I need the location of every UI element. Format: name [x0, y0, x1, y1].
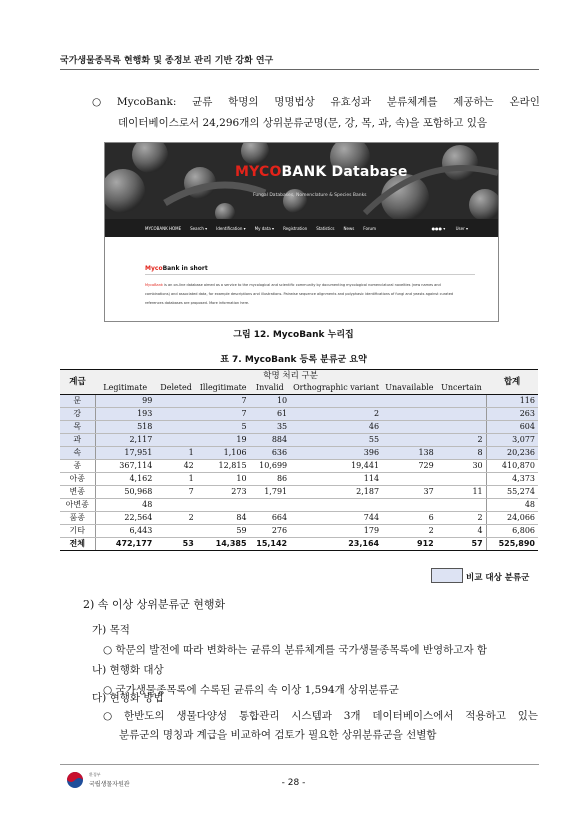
intro-line-1 [92, 92, 540, 113]
value-cell [155, 421, 196, 434]
table-row [60, 525, 538, 538]
subsection-purpose: 가) 목적 [92, 624, 130, 636]
rank-cell: 품종 [60, 512, 95, 525]
value-cell: 4 [437, 525, 486, 538]
rank-cell: 문 [60, 395, 95, 408]
value-cell: 518 [95, 421, 155, 434]
table-row [60, 460, 538, 473]
footer-org: 국립생물자원관 [89, 781, 130, 788]
value-cell: 744 [290, 512, 382, 525]
col-unavailable-header: Unavailable [382, 382, 437, 395]
value-cell: 1 [155, 473, 196, 486]
nav-forum: Forum [363, 225, 376, 231]
value-cell: 7 [197, 408, 250, 421]
table-row [60, 499, 538, 512]
value-cell: 11 [437, 486, 486, 499]
value-cell [437, 473, 486, 486]
method-paragraph [103, 707, 538, 745]
value-cell: 10 [197, 473, 250, 486]
table-row [60, 512, 538, 525]
rank-cell: 아변종 [60, 499, 95, 512]
method-word: 한반도의 [123, 710, 165, 722]
method-word: 데이터베이스에서 [372, 710, 454, 722]
value-cell: 7 [155, 486, 196, 499]
value-cell: 99 [95, 395, 155, 408]
value-cell: 2 [437, 512, 486, 525]
table-row [60, 434, 538, 447]
value-cell: 664 [250, 512, 291, 525]
col-uncertain-header: Uncertain [437, 382, 486, 395]
value-cell: 1,106 [197, 447, 250, 460]
value-cell [382, 434, 437, 447]
value-cell [437, 395, 486, 408]
nav-identification: Identification ▾ [216, 225, 246, 231]
intro-word: 제공하는 [453, 96, 494, 108]
table-row [60, 395, 538, 408]
rank-cell: 속 [60, 447, 95, 460]
total-cell: 116 [486, 395, 538, 408]
intro-paragraph [92, 92, 540, 134]
table-row [60, 447, 538, 460]
rank-cell: 아종 [60, 473, 95, 486]
total-cell: 3,077 [486, 434, 538, 447]
value-cell: 86 [250, 473, 291, 486]
value-cell: 59 [197, 525, 250, 538]
total-cell: 263 [486, 408, 538, 421]
value-cell: 472,177 [95, 538, 155, 551]
mycobank-inshort-text: MycoBank is an on-line database aimed as a service to the mycological and scientific community by documenting mycological nomenclatural novelties (new names and combinations) and associated data, for example descriptions and illustrations. Pairwise sequence alignments and polyphasic identifications of fungi and yeasts against curated references databases are proposed. More information here. [145, 283, 454, 305]
table-total-row [60, 538, 538, 551]
figure-caption: 그림 12. MycoBank 누리집 [233, 330, 354, 340]
value-cell [290, 395, 382, 408]
intro-word: MycoBank: [116, 96, 177, 108]
value-cell: 48 [95, 499, 155, 512]
nav-home: MYCOBANK HOME [145, 225, 182, 231]
value-cell [437, 499, 486, 512]
rank-cell: 변종 [60, 486, 95, 499]
value-cell: 55 [290, 434, 382, 447]
mycobank-navbar [105, 219, 498, 237]
legend-label: 비교 대상 분류군 [466, 573, 530, 583]
value-cell: 1 [155, 447, 196, 460]
method-line-2: 분류군의 명칭과 계급을 비교하여 검토가 필요한 상위분류군을 선별함 [119, 729, 437, 741]
intro-word: 균류 [192, 96, 213, 108]
method-word: 통합관리 [238, 710, 280, 722]
rank-cell: 기타 [60, 525, 95, 538]
value-cell: 84 [197, 512, 250, 525]
running-header: 국가생물종목록 현행화 및 종정보 관리 기반 강화 연구 [60, 56, 274, 66]
nav-registration: Registration [283, 225, 308, 231]
value-cell: 729 [382, 460, 437, 473]
total-cell: 4,373 [486, 473, 538, 486]
col-invalid-header: Invalid [250, 382, 291, 395]
value-cell: 2 [290, 408, 382, 421]
value-cell: 57 [437, 538, 486, 551]
rank-cell: 종 [60, 460, 95, 473]
value-cell: 2 [155, 512, 196, 525]
target-text: ○ 국가생물종목록에 수록된 균류의 속 이상 1,594개 상위분류군 [103, 684, 399, 696]
value-cell: 19 [197, 434, 250, 447]
mycobank-screenshot [104, 142, 499, 322]
value-cell: 37 [382, 486, 437, 499]
subsection-target: 나) 현행화 대상 [92, 664, 164, 676]
nav-more: ●●● ▾ [431, 225, 446, 231]
value-cell [155, 408, 196, 421]
purpose-text: ○ 학문의 발전에 따라 변화하는 균류의 분류체계를 국가생물종목록에 반영하고자 함 [103, 644, 488, 656]
table-caption: 표 7. MycoBank 등록 분류군 요약 [220, 355, 367, 365]
total-cell: 604 [486, 421, 538, 434]
table-row [60, 421, 538, 434]
value-cell: 1,791 [250, 486, 291, 499]
method-word: 있는 [517, 710, 538, 722]
table-row [60, 486, 538, 499]
value-cell: 7 [197, 395, 250, 408]
value-cell: 884 [250, 434, 291, 447]
value-cell [382, 408, 437, 421]
value-cell: 30 [437, 460, 486, 473]
method-word: 생물다양성 [176, 710, 228, 722]
fungal-spores-illustration [105, 143, 498, 219]
value-cell: 15,142 [250, 538, 291, 551]
section-heading: 2) 속 이상 상위분류군 현행화 [83, 598, 226, 611]
intro-word: 학명의 [228, 96, 259, 108]
method-word: 적용하고 [465, 710, 506, 722]
mycobank-logo: MYCOBANK Database [235, 164, 408, 180]
rank-cell: 강 [60, 408, 95, 421]
footer-divider [60, 764, 539, 765]
value-cell: 10 [250, 395, 291, 408]
rank-cell: 목 [60, 421, 95, 434]
col-illegitimate-header: Illegitimate [197, 382, 250, 395]
method-word: 시스템과 [291, 710, 332, 722]
method-word: ○ [103, 710, 113, 722]
value-cell: 61 [250, 408, 291, 421]
intro-word: 분류체계를 [386, 96, 438, 108]
nav-statistics: Statistics [316, 225, 335, 231]
value-cell: 273 [197, 486, 250, 499]
total-cell: 525,890 [486, 538, 538, 551]
value-cell: 636 [250, 447, 291, 460]
value-cell [290, 499, 382, 512]
intro-line-2: 데이터베이스로서 24,296개의 상위분류군명(문, 강, 목, 과, 속)을 포함하고 있음 [118, 117, 487, 129]
mycobank-inshort-heading: MycoBank in short [145, 265, 208, 272]
value-cell: 2 [437, 434, 486, 447]
nav-my-data: My data ▾ [254, 225, 275, 231]
intro-word: 온라인 [509, 96, 540, 108]
value-cell: 17,951 [95, 447, 155, 460]
total-cell: 55,274 [486, 486, 538, 499]
value-cell: 8 [437, 447, 486, 460]
value-cell [155, 434, 196, 447]
table-row [60, 473, 538, 486]
method-line-1 [103, 707, 538, 726]
value-cell: 6,443 [95, 525, 155, 538]
nav-news: News [343, 225, 355, 231]
col-orthographic-header: Orthographic variant [290, 382, 382, 395]
table-row [60, 408, 538, 421]
value-cell [437, 421, 486, 434]
mycobank-banner [105, 143, 498, 219]
value-cell: 46 [290, 421, 382, 434]
value-cell: 396 [290, 447, 382, 460]
value-cell: 22,564 [95, 512, 155, 525]
inshort-divider [145, 274, 475, 275]
header-divider [60, 69, 539, 70]
value-cell: 367,114 [95, 460, 155, 473]
total-cell: 48 [486, 499, 538, 512]
intro-word: 유효성과 [330, 96, 372, 108]
nav-user-label: User ▾ [455, 225, 468, 231]
value-cell: 193 [95, 408, 155, 421]
method-word: 3개 [343, 710, 361, 722]
value-cell: 2,117 [95, 434, 155, 447]
nav-user [423, 226, 468, 231]
group-header: 학명 처리 구분 [95, 370, 486, 383]
taxa-summary-table [60, 369, 538, 551]
value-cell [437, 408, 486, 421]
value-cell [155, 395, 196, 408]
value-cell: 50,968 [95, 486, 155, 499]
intro-bullet: ○ [92, 96, 102, 108]
total-cell: 6,806 [486, 525, 538, 538]
value-cell: 10,699 [250, 460, 291, 473]
total-cell: 20,236 [486, 447, 538, 460]
value-cell: 14,385 [197, 538, 250, 551]
legend-swatch [431, 568, 463, 583]
value-cell [382, 473, 437, 486]
rank-cell: 전체 [60, 538, 95, 551]
value-cell: 4,162 [95, 473, 155, 486]
intro-word: 명명법상 [274, 96, 315, 108]
value-cell [250, 499, 291, 512]
nav-search: Search ▾ [190, 225, 208, 231]
col-legitimate-header: Legitimate [95, 382, 155, 395]
value-cell: 35 [250, 421, 291, 434]
rank-cell: 과 [60, 434, 95, 447]
value-cell: 19,441 [290, 460, 382, 473]
value-cell: 179 [290, 525, 382, 538]
col-total-header: 합계 [486, 370, 538, 395]
value-cell [382, 421, 437, 434]
value-cell: 5 [197, 421, 250, 434]
value-cell: 138 [382, 447, 437, 460]
total-cell: 24,066 [486, 512, 538, 525]
footer-ministry: 환경부 [89, 772, 101, 777]
col-rank-header: 계급 [60, 370, 95, 395]
total-cell: 410,870 [486, 460, 538, 473]
value-cell [197, 499, 250, 512]
value-cell: 53 [155, 538, 196, 551]
col-deleted-header: Deleted [155, 382, 196, 395]
mycobank-subtitle: Fungal Databases, Nomenclature & Species Banks [253, 193, 367, 198]
value-cell: 42 [155, 460, 196, 473]
value-cell: 2,187 [290, 486, 382, 499]
value-cell [382, 395, 437, 408]
subsection-method: 다) 현행화 방법 [92, 692, 164, 704]
value-cell: 23,164 [290, 538, 382, 551]
value-cell: 12,815 [197, 460, 250, 473]
value-cell [155, 525, 196, 538]
value-cell [155, 499, 196, 512]
value-cell: 6 [382, 512, 437, 525]
value-cell [382, 499, 437, 512]
value-cell: 2 [382, 525, 437, 538]
value-cell: 114 [290, 473, 382, 486]
page-number: - 28 - [281, 778, 306, 788]
value-cell: 912 [382, 538, 437, 551]
value-cell: 276 [250, 525, 291, 538]
